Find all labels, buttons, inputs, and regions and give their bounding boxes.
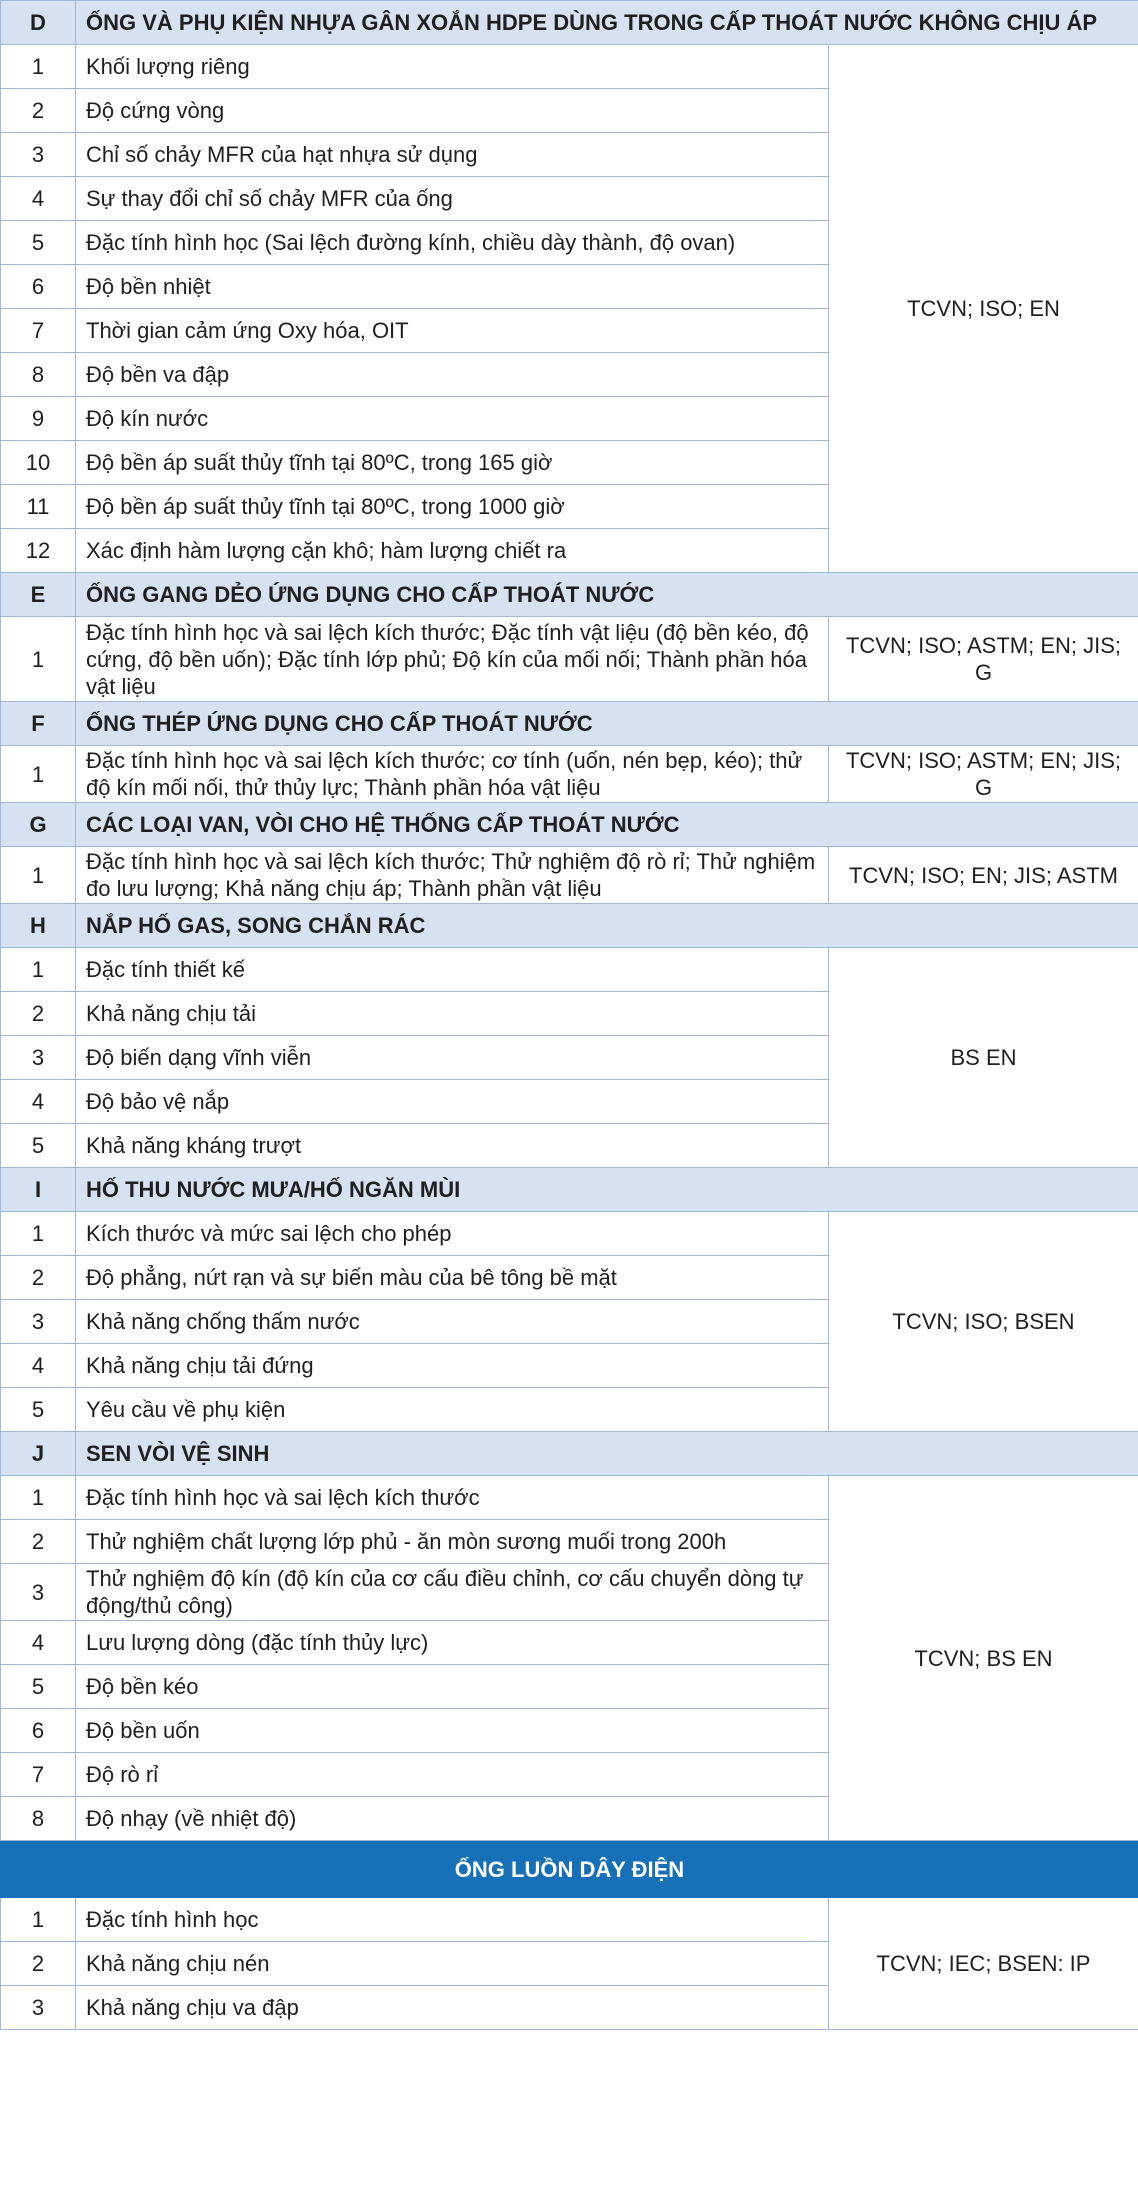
- table-row: [1, 1212, 1138, 1256]
- test-item: Độ bền kéo: [76, 1665, 829, 1709]
- row-number: 1: [1, 1212, 76, 1256]
- standard-cell: TCVN; ISO; ASTM; EN; JIS; G: [829, 617, 1138, 702]
- standard-cell: TCVN; ISO; EN; JIS; ASTM: [829, 847, 1138, 904]
- standard-cell: BS EN: [829, 948, 1138, 1168]
- row-number: 1: [1, 746, 76, 803]
- row-number: 8: [1, 353, 76, 397]
- test-item: Đặc tính hình học (Sai lệch đường kính, chiều dày thành, độ ovan): [76, 221, 829, 265]
- section-code: I: [1, 1168, 76, 1212]
- test-item: Xác định hàm lượng cặn khô; hàm lượng chiết ra: [76, 529, 829, 573]
- test-item: Độ kín nước: [76, 397, 829, 441]
- table-row: [1, 746, 1138, 803]
- row-number: 1: [1, 948, 76, 992]
- test-item: Kích thước và mức sai lệch cho phép: [76, 1212, 829, 1256]
- test-item: Đặc tính hình học và sai lệch kích thước; cơ tính (uốn, nén bẹp, kéo); thử độ kín mối nối, thử thủy lực; Thành phần hóa vật liệu: [76, 746, 829, 803]
- standard-cell: TCVN; ISO; EN: [829, 45, 1138, 573]
- section-header-j: [1, 1432, 1138, 1476]
- test-item: Độ cứng vòng: [76, 89, 829, 133]
- section-code: D: [1, 1, 76, 45]
- row-number: 2: [1, 1256, 76, 1300]
- row-number: 3: [1, 1986, 76, 2030]
- row-number: 5: [1, 1665, 76, 1709]
- row-number: 4: [1, 1080, 76, 1124]
- row-number: 4: [1, 177, 76, 221]
- row-number: 9: [1, 397, 76, 441]
- test-item: Độ bền va đập: [76, 353, 829, 397]
- row-number: 2: [1, 89, 76, 133]
- row-number: 2: [1, 1942, 76, 1986]
- row-number: 11: [1, 485, 76, 529]
- row-number: 10: [1, 441, 76, 485]
- table-row: [1, 948, 1138, 992]
- row-number: 2: [1, 992, 76, 1036]
- test-item: Độ bền áp suất thủy tĩnh tại 80ºC, trong 1000 giờ: [76, 485, 829, 529]
- test-item: Độ bảo vệ nắp: [76, 1080, 829, 1124]
- row-number: 1: [1, 847, 76, 904]
- table-row: [1, 1476, 1138, 1520]
- test-item: Chỉ số chảy MFR của hạt nhựa sử dụng: [76, 133, 829, 177]
- test-item: Độ bền nhiệt: [76, 265, 829, 309]
- test-item: Độ bền uốn: [76, 1709, 829, 1753]
- row-number: 1: [1, 1476, 76, 1520]
- test-item: Độ nhạy (về nhiệt độ): [76, 1797, 829, 1841]
- row-number: 4: [1, 1344, 76, 1388]
- test-item: Đặc tính hình học và sai lệch kích thước: [76, 1476, 829, 1520]
- section-header-h: [1, 904, 1138, 948]
- test-item: Độ biến dạng vĩnh viễn: [76, 1036, 829, 1080]
- row-number: 1: [1, 1898, 76, 1942]
- test-item: Đặc tính hình học và sai lệch kích thước; Đặc tính vật liệu (độ bền kéo, độ cứng, độ bền uốn); Đặc tính lớp phủ; Độ kín của mối nối; Thành phần hóa vật liệu: [76, 617, 829, 702]
- test-item: Thời gian cảm ứng Oxy hóa, OIT: [76, 309, 829, 353]
- row-number: 7: [1, 1753, 76, 1797]
- row-number: 4: [1, 1621, 76, 1665]
- standard-cell: TCVN; ISO; ASTM; EN; JIS; G: [829, 746, 1138, 803]
- section-title: SEN VÒI VỆ SINH: [76, 1432, 1138, 1476]
- test-item: Độ rò rỉ: [76, 1753, 829, 1797]
- test-item: Độ phẳng, nứt rạn và sự biến màu của bê tông bề mặt: [76, 1256, 829, 1300]
- section-header-e: [1, 573, 1138, 617]
- row-number: 3: [1, 1564, 76, 1621]
- test-item: Đặc tính hình học và sai lệch kích thước; Thử nghiệm độ rò rỉ; Thử nghiệm đo lưu lượng; Khả năng chịu áp; Thành phần vật liệu: [76, 847, 829, 904]
- section-code: H: [1, 904, 76, 948]
- section-title: HỐ THU NƯỚC MƯA/HỐ NGĂN MÙI: [76, 1168, 1138, 1212]
- test-item: Thử nghiệm chất lượng lớp phủ - ăn mòn sương muối trong 200h: [76, 1520, 829, 1564]
- table-row: [1, 45, 1138, 89]
- standard-cell: TCVN; ISO; BSEN: [829, 1212, 1138, 1432]
- row-number: 7: [1, 309, 76, 353]
- standard-cell: TCVN; BS EN: [829, 1476, 1138, 1841]
- section-header-f: [1, 702, 1138, 746]
- section-title: CÁC LOẠI VAN, VÒI CHO HỆ THỐNG CẤP THOÁT NƯỚC: [76, 803, 1138, 847]
- section-code: G: [1, 803, 76, 847]
- row-number: 6: [1, 1709, 76, 1753]
- test-item: Khả năng chịu va đập: [76, 1986, 829, 2030]
- test-item: Khả năng chịu tải: [76, 992, 829, 1036]
- test-item: Lưu lượng dòng (đặc tính thủy lực): [76, 1621, 829, 1665]
- row-number: 1: [1, 617, 76, 702]
- section-code: F: [1, 702, 76, 746]
- row-number: 5: [1, 221, 76, 265]
- section-title: NẮP HỐ GAS, SONG CHẮN RÁC: [76, 904, 1138, 948]
- test-item: Độ bền áp suất thủy tĩnh tại 80ºC, trong 165 giờ: [76, 441, 829, 485]
- test-item: Sự thay đổi chỉ số chảy MFR của ống: [76, 177, 829, 221]
- row-number: 3: [1, 1036, 76, 1080]
- row-number: 3: [1, 1300, 76, 1344]
- table-row: [1, 847, 1138, 904]
- banner-title: ỐNG LUỒN DÂY ĐIỆN: [1, 1841, 1138, 1898]
- row-number: 8: [1, 1797, 76, 1841]
- section-title: ỐNG GANG DẺO ỨNG DỤNG CHO CẤP THOÁT NƯỚC: [76, 573, 1138, 617]
- row-number: 5: [1, 1388, 76, 1432]
- section-title: ỐNG VÀ PHỤ KIỆN NHỰA GÂN XOẮN HDPE DÙNG TRONG CẤP THOÁT NƯỚC KHÔNG CHỊU ÁP: [76, 1, 1138, 45]
- section-header-d: [1, 1, 1138, 45]
- section-code: E: [1, 573, 76, 617]
- test-item: Khả năng kháng trượt: [76, 1124, 829, 1168]
- test-item: Khả năng chịu nén: [76, 1942, 829, 1986]
- section-title: ỐNG THÉP ỨNG DỤNG CHO CẤP THOÁT NƯỚC: [76, 702, 1138, 746]
- test-item: Khả năng chống thấm nước: [76, 1300, 829, 1344]
- row-number: 6: [1, 265, 76, 309]
- test-item: Khả năng chịu tải đứng: [76, 1344, 829, 1388]
- standard-cell: TCVN; IEC; BSEN: IP: [829, 1898, 1138, 2030]
- test-item: Khối lượng riêng: [76, 45, 829, 89]
- test-item: Đặc tính thiết kế: [76, 948, 829, 992]
- table-row: [1, 617, 1138, 702]
- section-code: J: [1, 1432, 76, 1476]
- section-header-g: [1, 803, 1138, 847]
- table-row: [1, 1898, 1138, 1942]
- row-number: 12: [1, 529, 76, 573]
- row-number: 2: [1, 1520, 76, 1564]
- row-number: 1: [1, 45, 76, 89]
- test-item: Yêu cầu về phụ kiện: [76, 1388, 829, 1432]
- section-header-i: [1, 1168, 1138, 1212]
- banner-header: [1, 1841, 1138, 1898]
- row-number: 3: [1, 133, 76, 177]
- test-item: Thử nghiệm độ kín (độ kín của cơ cấu điều chỉnh, cơ cấu chuyển dòng tự động/thủ công): [76, 1564, 829, 1621]
- row-number: 5: [1, 1124, 76, 1168]
- test-item: Đặc tính hình học: [76, 1898, 829, 1942]
